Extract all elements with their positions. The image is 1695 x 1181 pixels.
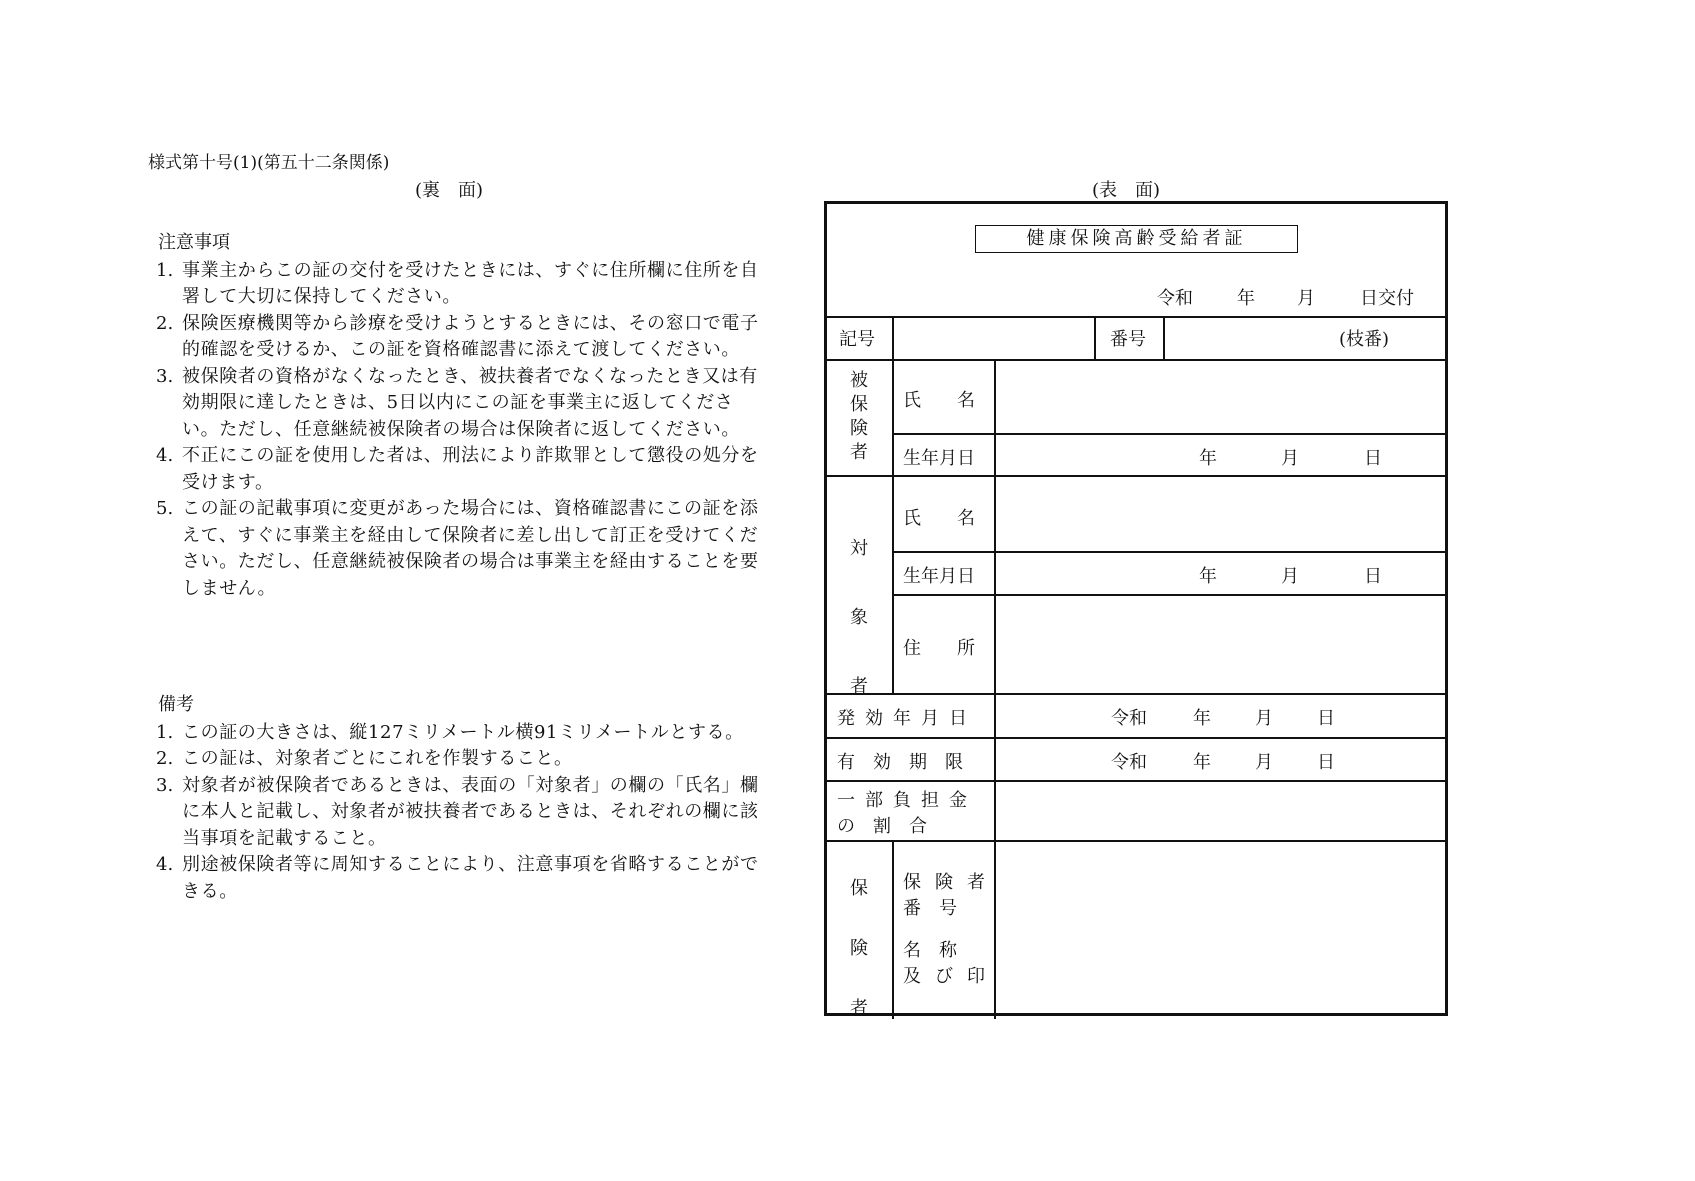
- back-side-label: (裏 面): [415, 180, 484, 201]
- notes-item-text: 保険医療機関等から診療を受けようとするときには、その窓口で電子的確認を受けるか、この証を資格確認書に添えて渡してください。: [182, 312, 759, 360]
- burden-ratio-label-line1: 一部負担金: [837, 790, 977, 811]
- notes-item-number: 2.: [156, 312, 174, 334]
- front-side-label: (表 面): [1092, 180, 1161, 201]
- valid-year: 年: [1193, 752, 1211, 773]
- notes-section: [156, 226, 766, 602]
- column-divider: [1163, 316, 1165, 359]
- insurance-card: [824, 201, 1448, 1019]
- notes-item-number: 1.: [156, 259, 174, 281]
- effective-era: 令和: [1111, 708, 1147, 729]
- remarks-item-text: 対象者が被保険者であるときは、表面の「対象者」の欄の「氏名」欄に本人と記載し、対象者が被扶養者であるときは、それぞれの欄に該当事項を記載すること。: [182, 774, 759, 849]
- insurer-label: 保険者: [850, 878, 868, 1019]
- row-divider: [827, 737, 1445, 739]
- column-divider: [892, 359, 894, 693]
- card-title: 健康保険高齢受給者証: [975, 225, 1298, 253]
- row-divider: [827, 316, 1445, 318]
- form-title: 様式第十号(1)(第五十二条関係): [148, 153, 390, 173]
- row-divider: [827, 693, 1445, 695]
- insured-birth-month: 月: [1281, 448, 1299, 469]
- issue-era: 令和: [1157, 288, 1193, 309]
- notes-item: [156, 443, 766, 496]
- symbol-label: 記号: [839, 329, 875, 350]
- column-divider: [892, 840, 894, 1019]
- target-birth-day: 日: [1364, 566, 1382, 587]
- notes-heading: 注意事項: [158, 232, 230, 253]
- issue-month: 月: [1297, 288, 1315, 309]
- notes-item-text: 事業主からこの証の交付を受けたときには、すぐに住所欄に住所を自署して大切に保持してください。: [182, 259, 759, 307]
- remarks-item-text: 別途被保険者等に周知することにより、注意事項を省略することができる。: [182, 854, 759, 902]
- remarks-item-number: 2.: [156, 748, 174, 769]
- target-name-label: 氏 名: [903, 508, 975, 529]
- notes-item: [156, 364, 766, 444]
- row-divider: [892, 433, 1445, 435]
- burden-ratio-label-line2: の 割 合: [837, 816, 927, 837]
- insurer-number-label-line2: 番 号: [903, 898, 957, 919]
- column-divider: [892, 316, 894, 359]
- target-person-label: 対象者: [850, 538, 868, 697]
- remarks-item-text: この証は、対象者ごとにこれを作製すること。: [182, 748, 573, 769]
- remarks-item-text: この証の大きさは、縦127ミリメートル横91ミリメートルとする。: [182, 721, 744, 743]
- remarks-item-number: 4.: [156, 854, 174, 875]
- row-divider: [892, 551, 1445, 553]
- row-divider: [892, 594, 1445, 596]
- remarks-item: [156, 773, 766, 853]
- address-label: 住 所: [903, 638, 975, 659]
- effective-year: 年: [1193, 708, 1211, 729]
- target-birth-label: 生年月日: [903, 566, 975, 587]
- remarks-section: [156, 688, 766, 905]
- insured-birth-day: 日: [1364, 448, 1382, 469]
- remarks-item-number: 1.: [156, 721, 174, 743]
- notes-item-text: 被保険者の資格がなくなったとき、被扶養者でなくなったとき又は有効期限に達したときは、5日以内にこの証を事業主に返してください。ただし、任意継続被保険者の場合は保険者に返してください。: [182, 365, 758, 440]
- insured-birth-year: 年: [1199, 448, 1217, 469]
- notes-item: [156, 258, 766, 311]
- insured-label: 被保険者: [850, 370, 868, 463]
- number-label: 番号: [1110, 329, 1146, 350]
- issue-year: 年: [1237, 288, 1255, 309]
- remarks-heading: 備考: [158, 694, 194, 715]
- notes-item-number: 3.: [156, 365, 174, 387]
- remarks-item: [156, 852, 766, 905]
- valid-until-label: 有効期限: [837, 752, 981, 773]
- insurer-name-label-line1: 名 称: [903, 940, 957, 961]
- remarks-item: [156, 720, 766, 747]
- row-divider: [827, 359, 1445, 361]
- column-divider: [1094, 316, 1096, 359]
- row-divider: [827, 840, 1445, 842]
- valid-month: 月: [1255, 752, 1273, 773]
- notes-item-number: 4.: [156, 445, 174, 466]
- branch-number-label: (枝番): [1339, 329, 1390, 350]
- valid-era: 令和: [1111, 752, 1147, 773]
- notes-item-text: この証の記載事項に変更があった場合には、資格確認書にこの証を添えて、すぐに事業主を経由して保険者に差し出して訂正を受けてください。ただし、任意継続被保険者の場合は事業主を経由することを要しません。: [182, 498, 759, 599]
- remarks-item-number: 3.: [156, 774, 174, 796]
- notes-item: [156, 496, 766, 602]
- insured-birth-label: 生年月日: [903, 448, 975, 469]
- insured-name-label: 氏 名: [903, 390, 975, 411]
- effective-month: 月: [1255, 708, 1273, 729]
- notes-item-text: 不正にこの証を使用した者は、刑法により詐欺罪として懲役の処分を受けます。: [182, 445, 759, 493]
- column-divider: [994, 359, 996, 1019]
- remarks-item: [156, 746, 766, 773]
- insurer-name-label-line2: 及び印: [903, 966, 999, 987]
- row-divider: [827, 780, 1445, 782]
- target-birth-month: 月: [1281, 566, 1299, 587]
- target-birth-year: 年: [1199, 566, 1217, 587]
- notes-item: [156, 311, 766, 364]
- insurer-number-label-line1: 保険者: [903, 872, 999, 893]
- effective-date-label: 発効年月日: [837, 708, 977, 729]
- valid-day: 日: [1317, 752, 1335, 773]
- notes-item-number: 5.: [156, 498, 174, 519]
- row-divider: [827, 475, 1445, 477]
- issue-day: 日交付: [1360, 288, 1414, 309]
- effective-day: 日: [1317, 708, 1335, 729]
